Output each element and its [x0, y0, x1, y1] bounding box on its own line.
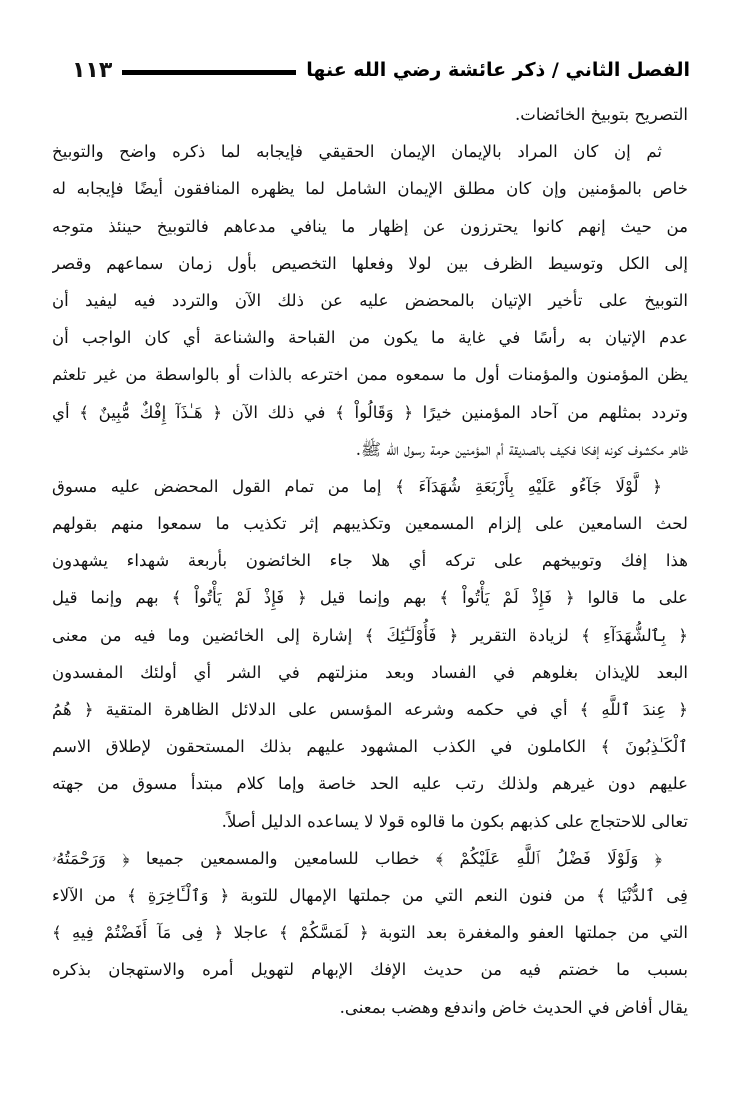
text-line: ظاهر مكشوف كونه إفكا فكيف بالصديقة أم المؤمنين حرمة رسول الله ﷺ. [355, 439, 688, 459]
text-line: بسبب ما خضتم فيه من حديث الإفك الإبهام لتهويل أمره والاستهجان بذكره [52, 960, 688, 980]
text-line: ثم إن كان المراد بالإيمان الإيمان الحقيقي فإيجابه لما ذكره واضح والتوبيخ [52, 142, 662, 162]
text-line: من حيث إنهم كانوا يحترزون عن إظهار ما ينافي مدعاهم فالتوبيخ حينئذ متوجه [52, 216, 688, 236]
header-rule [122, 70, 296, 75]
text-line: ﴿ وَلَوْلَا فَضْلُ ٱللَّهِ عَلَيْكُمْ ﴾ خطاب للسامعين والمسمعين جميعا ﴿ وَرَحْمَتُهُۥ [52, 848, 662, 868]
text-line: هذا إفك وتوبيخهم على تركه أي هلا جاء الخائضون بأربعة شهداء يشهدون [52, 551, 688, 571]
text-line: خاص بالمؤمنين وإن كان مطلق الإيمان الشامل لما يظهره المنافقون أيضًا فإيجابه له [52, 179, 688, 199]
text-line: عدم الإتيان به رأسًا في غاية ما يكون من القباحة والشناعة أي كان الواجب أن [52, 328, 688, 348]
text-line: عليهم دون غيرهم ولذلك رتب عليه الحد خاصة وإما كلام مبتدأ مسوق من جهته [52, 774, 688, 794]
text-line: وتردد بمثلهم من آحاد المؤمنين خيرًا ﴿ وَقَالُواْ ﴾ في ذلك الآن ﴿ هَـٰذَآ إِفْكٌ مُّبِينٌ ﴾ أي [52, 402, 688, 422]
page-header [72, 50, 690, 90]
text-line: التي من جملتها العفو والمغفرة بعد التوبة ﴿ لَمَسَّكُمْ ﴾ عاجلا ﴿ فِى مَآ أَفَضْتُمْ فِيهِ ﴾ [52, 923, 688, 943]
text-line: على ما قالوا ﴿ فَإِذْ لَمْ يَأْتُواْ ﴾ بهم وإنما قيل ﴿ فَإِذْ لَمْ يَأْتُواْ ﴾ بهم وإنما قيل [52, 588, 688, 608]
text-line: يقال أفاض في الحديث خاض واندفع وهضب بمعنى. [339, 997, 688, 1017]
running-title: الفصل الثاني / ذكر عائشة رضي الله عنها [306, 59, 690, 81]
text-line: ﴿ بِٱلشُّهَدَآءِ ﴾ لزيادة التقرير ﴿ فَأُوْلَـٰٓئِكَ ﴾ إشارة إلى الخائضين وما فيه من معنى [52, 625, 688, 645]
text-line: البعد للإيذان بغلوهم في الفساد وبعد منزلتهم في الشر أي أولئك المفسدون [52, 662, 688, 682]
text-line: لحث السامعين على إلزام المسمعين وتكذيبهم إثر تكذيب ما سمعوا منهم بقولهم [52, 514, 688, 534]
text-line: فِى ٱلدُّنْيَا ﴾ من فنون النعم التي من جملتها الإمهال للتوبة ﴿ وَٱلْـَٔاخِرَةِ ﴾ من الآلاء [52, 885, 688, 905]
text-line: التصريح بتوبيخ الخائضات. [514, 105, 688, 124]
text-line: تعالى للاحتجاج على كذبهم بكون ما قالوه قولا لا يساعده الدليل أصلاً. [221, 811, 688, 831]
text-line: إلى الكل وتوسيط الظرف بين لولا وفعلها التخصيص بأول زمان سماعهم وقصر [52, 253, 688, 273]
text-line: التوبيخ على تأخير الإتيان بالمحضض عليه عن ذلك الآن والتردد فيه ليفيد أن [52, 290, 688, 310]
text-line: ﴿ عِندَ ٱللَّهِ ﴾ أي في حكمه وشرعه المؤسس على الدلائل الظاهرة المتقية ﴿ هُمُ [52, 700, 688, 719]
text-line: ﴿ لَّوْلَا جَآءُو عَلَيْهِ بِأَرْبَعَةِ شُهَدَآءَ ﴾ إما من تمام القول المحضض عليه مسوق [52, 476, 662, 496]
text-line: ٱلْكَـٰذِبُونَ ﴾ الكاملون في الكذب المشهود عليهم بذلك المستحقون لإطلاق الاسم [52, 737, 688, 757]
text-line: يظن المؤمنون والمؤمنات أول ما سمعوه ممن اخترعه بالذات أو بالواسطة من غير تلعثم [52, 365, 688, 385]
page-number: ١١٣ [72, 57, 113, 83]
body-text [52, 96, 688, 1026]
